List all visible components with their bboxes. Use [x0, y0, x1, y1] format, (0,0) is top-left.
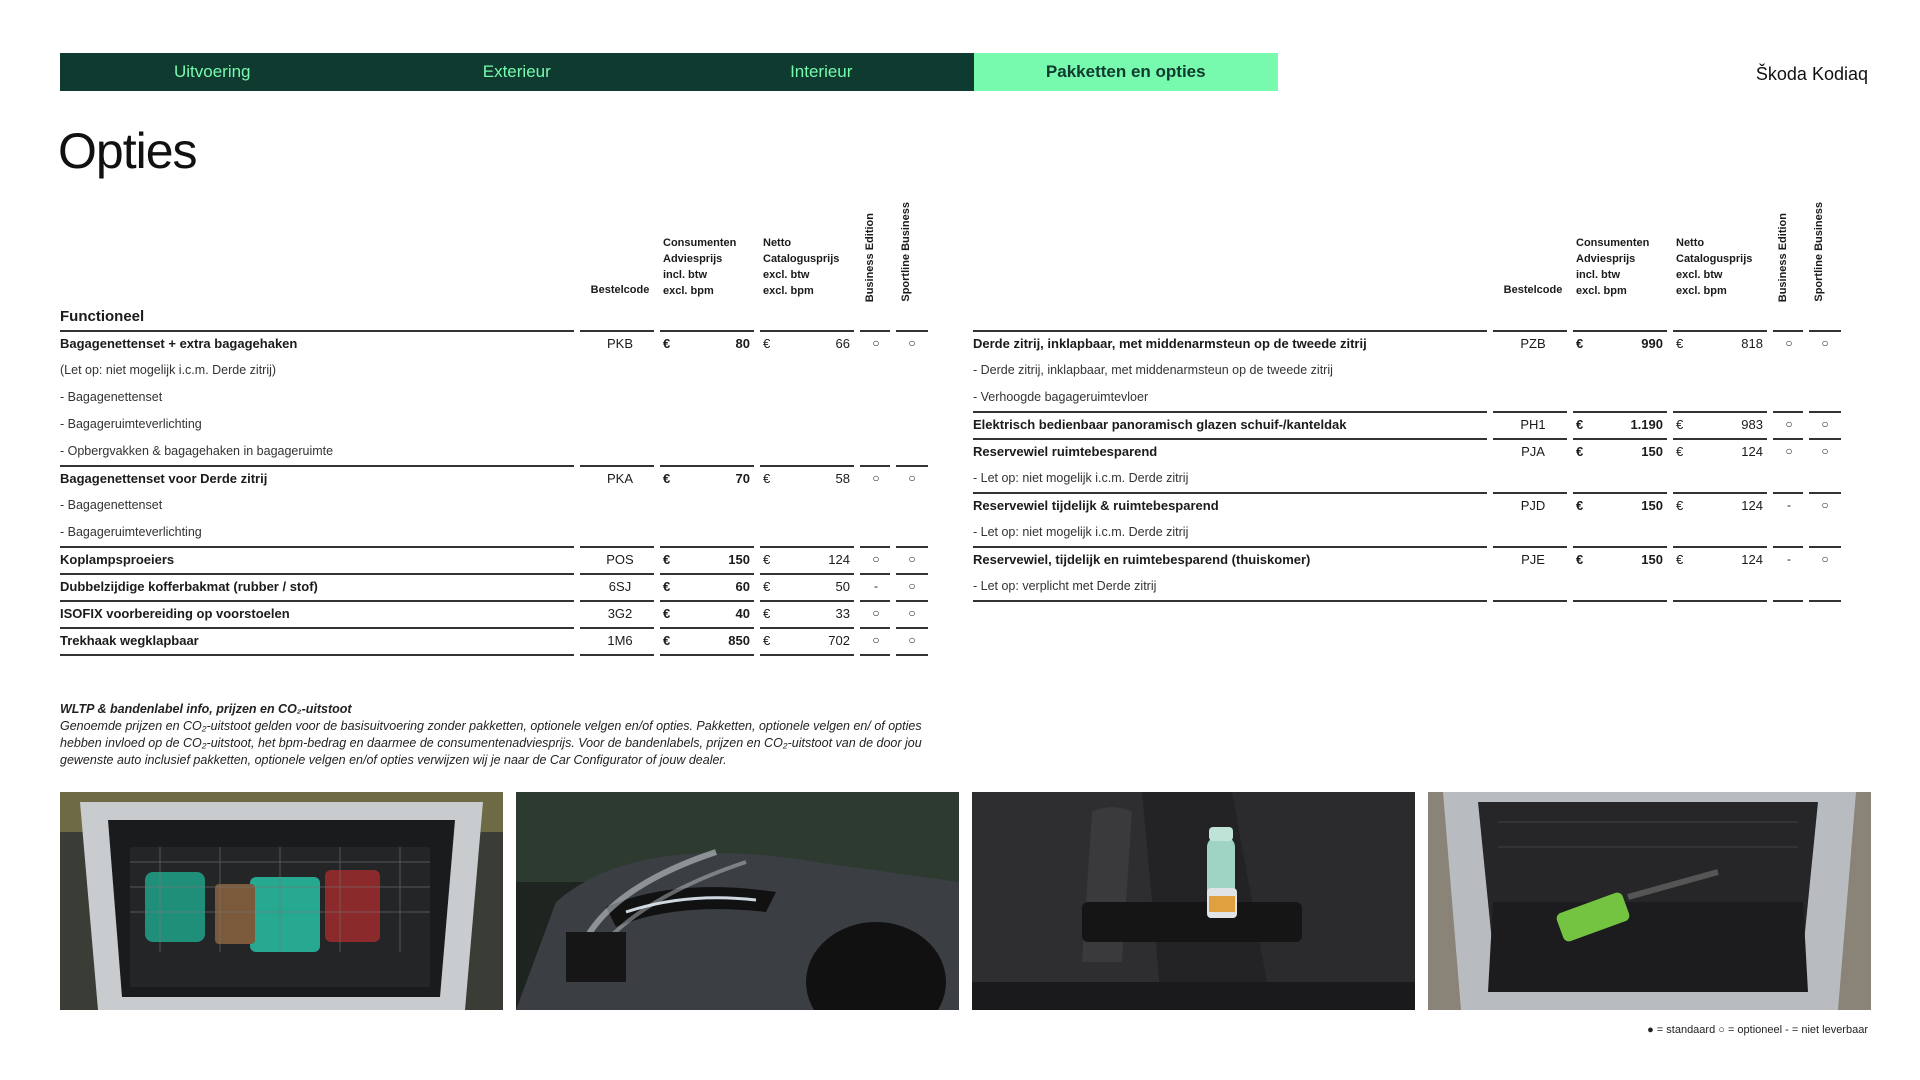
- tab-pakketten-en-opties[interactable]: Pakketten en opties: [974, 53, 1279, 91]
- net-price-amount: 983: [1741, 417, 1763, 432]
- option-name: - Bagageruimteverlichting: [60, 417, 202, 431]
- option-name: - Bagageruimteverlichting: [60, 525, 202, 539]
- availability-sportline-business: ○: [908, 633, 916, 647]
- currency-symbol: €: [1676, 552, 1684, 567]
- table-row: [60, 573, 928, 600]
- photo-trunk-mat: [1428, 792, 1871, 1010]
- row-separator: [1573, 330, 1667, 332]
- availability-sportline-business: ○: [908, 552, 916, 566]
- row-separator: [1493, 546, 1567, 548]
- net-price-amount: 58: [835, 471, 850, 486]
- option-name: Reservewiel tijdelijk & ruimtebesparend: [973, 498, 1219, 513]
- currency-symbol: €: [763, 471, 771, 486]
- wltp-footnote: [60, 701, 960, 769]
- table-row: [60, 357, 928, 384]
- order-code: PJE: [1521, 552, 1545, 567]
- row-separator: [896, 573, 928, 575]
- currency-symbol: €: [663, 579, 671, 594]
- row-separator: [660, 654, 754, 656]
- availability-business-edition: ○: [872, 633, 880, 647]
- row-separator: [1573, 600, 1667, 602]
- currency-symbol: €: [763, 579, 771, 594]
- consumer-price-amount: 60: [735, 579, 750, 594]
- header-net-price: Netto Catalogusprijs excl. btw excl. bpm: [1676, 237, 1753, 297]
- row-separator: [973, 330, 1487, 332]
- currency-symbol: €: [1676, 417, 1684, 432]
- option-name: Reservewiel ruimtebesparend: [973, 444, 1158, 459]
- consumer-price-amount: 70: [735, 471, 750, 486]
- option-name: Reservewiel, tijdelijk en ruimtebesparend (thuiskomer): [973, 552, 1311, 567]
- row-separator: [660, 627, 754, 629]
- consumer-price-amount: 150: [1641, 444, 1663, 459]
- table-row: [60, 492, 928, 519]
- currency-symbol: €: [663, 552, 671, 567]
- table-row: [973, 573, 1841, 600]
- row-separator: [1493, 438, 1567, 440]
- option-name: - Bagagenettenset: [60, 390, 163, 404]
- availability-sportline-business: ○: [908, 579, 916, 593]
- row-separator: [760, 546, 854, 548]
- currency-symbol: €: [763, 552, 771, 567]
- availability-business-edition: ○: [872, 552, 880, 566]
- top-navigation: [60, 53, 1278, 91]
- row-separator: [1773, 546, 1803, 548]
- availability-business-edition: ○: [1785, 444, 1793, 458]
- availability-sportline-business: ○: [1821, 336, 1829, 350]
- row-separator: [1673, 330, 1767, 332]
- row-separator: [1773, 411, 1803, 413]
- footnote-text: Genoemde prijzen en CO₂-uitstoot gelden voor de basisuitvoering zonder pakketten, optionele velgen en/of opties. Pakketten, optionele velgen en/ of opties hebben invloed op de CO₂-uitstoot, het bpm-bedrag en daarmee de consumentenadviesprijs. Voor de bandenlabels, prijzen en CO₂-uitstoot van de door jou gewenste auto inclusief pakketten, optionele velgen en/of opties verwijzen wij je naar de Car Configurator of jouw dealer.: [60, 719, 922, 767]
- consumer-price-amount: 80: [735, 336, 750, 351]
- availability-sportline-business: ○: [1821, 417, 1829, 431]
- currency-symbol: €: [763, 633, 771, 648]
- option-name: Dubbelzijdige kofferbakmat (rubber / stof): [60, 579, 318, 594]
- row-separator: [860, 546, 890, 548]
- row-separator: [1809, 492, 1841, 494]
- option-name: Bagagenettenset voor Derde zitrij: [60, 471, 268, 486]
- header-sportline-business: Sportline Business: [1813, 202, 1825, 302]
- order-code: POS: [606, 552, 634, 567]
- photo-luggage-net: [60, 792, 503, 1010]
- row-separator: [760, 627, 854, 629]
- row-separator: [896, 627, 928, 629]
- row-separator: [973, 546, 1487, 548]
- option-name: Derde zitrij, inklapbaar, met middenarmsteun op de tweede zitrij: [973, 336, 1367, 351]
- net-price-amount: 66: [835, 336, 850, 351]
- table-row: [973, 357, 1841, 384]
- row-separator: [896, 465, 928, 467]
- currency-symbol: €: [663, 606, 671, 621]
- header-business-edition: Business Edition: [1777, 212, 1789, 302]
- row-separator: [1773, 600, 1803, 602]
- row-separator: [896, 546, 928, 548]
- row-separator: [860, 330, 890, 332]
- photo-third-row-armrest: [972, 792, 1415, 1010]
- order-code: PKA: [606, 471, 633, 486]
- currency-symbol: €: [1576, 444, 1584, 459]
- consumer-price-amount: 150: [1641, 552, 1663, 567]
- table-row: [973, 465, 1841, 492]
- currency-symbol: €: [1676, 336, 1684, 351]
- availability-business-edition: ○: [872, 606, 880, 620]
- row-separator: [1673, 600, 1767, 602]
- legend: ● = standaard ○ = optioneel - = niet leverbaar: [1647, 1024, 1868, 1036]
- option-name: (Let op: niet mogelijk i.c.m. Derde zitrij): [60, 363, 277, 377]
- consumer-price-amount: 150: [728, 552, 750, 567]
- table-row: [60, 600, 928, 627]
- consumer-price-amount: 40: [735, 606, 750, 621]
- table-rows: [60, 330, 928, 656]
- availability-sportline-business: ○: [908, 336, 916, 350]
- row-separator: [860, 573, 890, 575]
- table-row: [973, 519, 1841, 546]
- photo-headlamp-washer: [516, 792, 959, 1010]
- row-separator: [860, 465, 890, 467]
- table-row: [973, 546, 1841, 573]
- row-separator: [660, 465, 754, 467]
- net-price-amount: 50: [835, 579, 850, 594]
- option-name: - Verhoogde bagageruimtevloer: [973, 390, 1149, 404]
- availability-sportline-business: ○: [1821, 552, 1829, 566]
- currency-symbol: €: [663, 471, 671, 486]
- table-row: [60, 519, 928, 546]
- row-separator: [760, 654, 854, 656]
- row-separator: [60, 600, 574, 602]
- option-name: - Let op: niet mogelijk i.c.m. Derde zitrij: [973, 525, 1189, 539]
- availability-sportline-business: ○: [908, 606, 916, 620]
- row-separator: [660, 600, 754, 602]
- row-separator: [60, 627, 574, 629]
- row-separator: [580, 627, 654, 629]
- order-code: PKB: [606, 336, 633, 351]
- availability-business-edition: ○: [872, 336, 880, 350]
- net-price-amount: 124: [1741, 444, 1763, 459]
- option-name: Koplampsproeiers: [60, 552, 175, 567]
- tab-exterieur[interactable]: Exterieur: [482, 62, 551, 81]
- row-separator: [1573, 492, 1667, 494]
- row-separator: [1573, 438, 1667, 440]
- row-separator: [580, 546, 654, 548]
- row-separator: [1773, 330, 1803, 332]
- row-separator: [1493, 330, 1567, 332]
- row-separator: [580, 573, 654, 575]
- net-price-amount: 124: [1741, 498, 1763, 513]
- currency-symbol: €: [763, 606, 771, 621]
- row-separator: [860, 627, 890, 629]
- consumer-price-amount: 990: [1641, 336, 1663, 351]
- net-price-amount: 818: [1741, 336, 1763, 351]
- page-title: Opties: [58, 123, 197, 179]
- currency-symbol: €: [1576, 417, 1584, 432]
- tab-interieur[interactable]: Interieur: [790, 62, 853, 81]
- row-separator: [896, 330, 928, 332]
- row-separator: [580, 465, 654, 467]
- table-row: [60, 330, 928, 357]
- row-separator: [896, 654, 928, 656]
- currency-symbol: €: [1576, 498, 1584, 513]
- order-code: PZB: [1520, 336, 1546, 351]
- availability-business-edition: ○: [1785, 417, 1793, 431]
- table-row: [60, 411, 928, 438]
- availability-sportline-business: ○: [1821, 444, 1829, 458]
- row-separator: [760, 330, 854, 332]
- row-separator: [1773, 438, 1803, 440]
- row-separator: [60, 654, 574, 656]
- header-bestelcode: Bestelcode: [1503, 284, 1563, 296]
- table-row: [973, 330, 1841, 357]
- order-code: 1M6: [607, 633, 633, 648]
- row-separator: [973, 600, 1487, 602]
- row-separator: [60, 546, 574, 548]
- option-name: ISOFIX voorbereiding op voorstoelen: [60, 606, 290, 621]
- order-code: PH1: [1520, 417, 1546, 432]
- row-separator: [660, 330, 754, 332]
- row-separator: [1573, 546, 1667, 548]
- consumer-price-amount: 1.190: [1630, 417, 1663, 432]
- order-code: PJD: [1520, 498, 1546, 513]
- currency-symbol: €: [1576, 336, 1584, 351]
- section-title: Functioneel: [60, 308, 145, 325]
- currency-symbol: €: [1576, 552, 1584, 567]
- option-name: Elektrisch bedienbaar panoramisch glazen schuif-/kanteldak: [973, 417, 1347, 432]
- row-separator: [60, 573, 574, 575]
- option-name: Trekhaak wegklapbaar: [60, 633, 199, 648]
- option-name: - Let op: niet mogelijk i.c.m. Derde zitrij: [973, 471, 1189, 485]
- availability-business-edition: -: [874, 579, 878, 593]
- row-separator: [660, 546, 754, 548]
- row-separator: [660, 573, 754, 575]
- consumer-price-amount: 150: [1641, 498, 1663, 513]
- option-name: Bagagenettenset + extra bagagehaken: [60, 336, 298, 351]
- table-row: [60, 465, 928, 492]
- table-row: [973, 411, 1841, 438]
- header-consumer-price: Consumenten Adviesprijs incl. btw excl. bpm: [1576, 237, 1650, 297]
- row-separator: [1673, 546, 1767, 548]
- row-separator: [1809, 600, 1841, 602]
- row-separator: [1673, 492, 1767, 494]
- currency-symbol: €: [663, 336, 671, 351]
- table-row: [60, 438, 928, 465]
- availability-business-edition: ○: [872, 471, 880, 485]
- table-rows: [973, 330, 1841, 602]
- availability-business-edition: ○: [1785, 336, 1793, 350]
- row-separator: [760, 465, 854, 467]
- option-name: - Derde zitrij, inklapbaar, met middenarmsteun op de tweede zitrij: [973, 363, 1333, 377]
- table-row: [973, 438, 1841, 465]
- header-sportline-business: Sportline Business: [900, 202, 912, 302]
- footnote-title: WLTP & bandenlabel info, prijzen en CO₂-uitstoot: [60, 702, 352, 716]
- currency-symbol: €: [1676, 444, 1684, 459]
- currency-symbol: €: [763, 336, 771, 351]
- row-separator: [1493, 492, 1567, 494]
- availability-business-edition: -: [1787, 498, 1791, 512]
- tab-uitvoering[interactable]: Uitvoering: [173, 62, 251, 81]
- row-separator: [1809, 411, 1841, 413]
- option-name: - Bagagenettenset: [60, 498, 163, 512]
- row-separator: [973, 492, 1487, 494]
- row-separator: [973, 438, 1487, 440]
- net-price-amount: 33: [835, 606, 850, 621]
- row-separator: [1493, 600, 1567, 602]
- availability-business-edition: -: [1787, 552, 1791, 566]
- header-net-price: Netto Catalogusprijs excl. btw excl. bpm: [763, 237, 840, 297]
- row-separator: [1673, 411, 1767, 413]
- table-row: [973, 384, 1841, 411]
- net-price-amount: 124: [1741, 552, 1763, 567]
- row-separator: [1573, 411, 1667, 413]
- net-price-amount: 124: [828, 552, 850, 567]
- row-separator: [973, 411, 1487, 413]
- currency-symbol: €: [1676, 498, 1684, 513]
- row-separator: [860, 654, 890, 656]
- table-row: [60, 627, 928, 654]
- availability-sportline-business: ○: [1821, 498, 1829, 512]
- option-name: - Opbergvakken & bagagehaken in bagageruimte: [60, 444, 334, 458]
- row-separator: [1773, 492, 1803, 494]
- row-separator: [60, 330, 574, 332]
- row-separator: [60, 465, 574, 467]
- row-separator: [1493, 411, 1567, 413]
- option-name: - Let op: verplicht met Derde zitrij: [973, 579, 1157, 593]
- row-separator: [760, 600, 854, 602]
- row-separator: [760, 573, 854, 575]
- row-separator: [1809, 438, 1841, 440]
- order-code: 3G2: [607, 606, 633, 621]
- brand-model: Škoda Kodiaq: [1755, 64, 1868, 84]
- header-consumer-price: Consumenten Adviesprijs incl. btw excl. bpm: [663, 237, 737, 297]
- net-price-amount: 702: [828, 633, 850, 648]
- row-separator: [896, 600, 928, 602]
- order-code: PJA: [1521, 444, 1545, 459]
- row-separator: [580, 654, 654, 656]
- header-bestelcode: Bestelcode: [590, 284, 650, 296]
- row-separator: [1809, 330, 1841, 332]
- availability-sportline-business: ○: [908, 471, 916, 485]
- consumer-price-amount: 850: [728, 633, 750, 648]
- header-business-edition: Business Edition: [864, 212, 876, 302]
- row-separator: [1809, 546, 1841, 548]
- row-separator: [1673, 438, 1767, 440]
- row-separator: [860, 600, 890, 602]
- row-separator: [580, 330, 654, 332]
- currency-symbol: €: [663, 633, 671, 648]
- table-row: [60, 384, 928, 411]
- order-code: 6SJ: [608, 579, 632, 594]
- table-row: [973, 492, 1841, 519]
- row-separator: [580, 600, 654, 602]
- table-row: [60, 546, 928, 573]
